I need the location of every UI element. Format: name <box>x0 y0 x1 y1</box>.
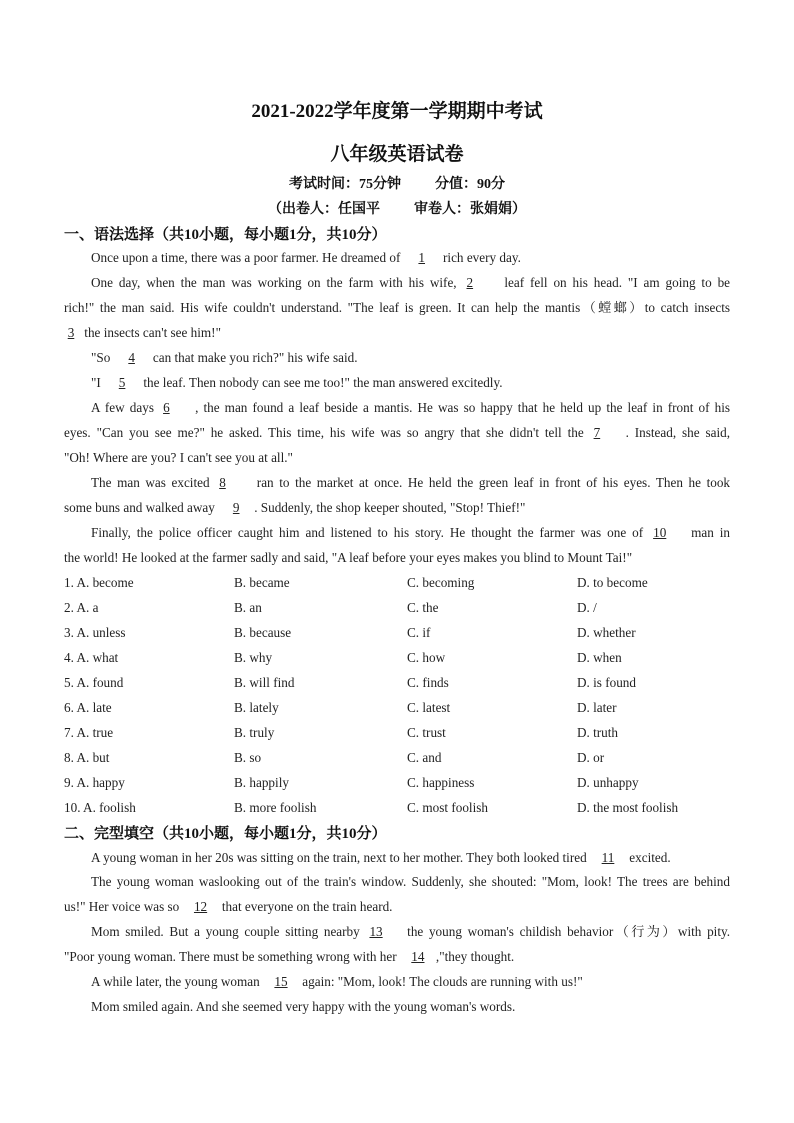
passage-line: The young woman waslooking out of the train's window. Suddenly, she shouted: "Mom, look! The trees are behind <box>91 874 730 889</box>
passage-line: Mom smiled again. And she seemed very happy with the young woman's words. <box>91 999 516 1014</box>
option-c[interactable]: C. latest <box>407 700 451 715</box>
passage-text: "So <box>91 350 111 365</box>
option-d[interactable]: D. is found <box>577 675 636 690</box>
answer-blank: 5 <box>118 375 126 390</box>
passage-line <box>64 924 730 940</box>
option-row <box>64 725 730 741</box>
option-c[interactable]: C. trust <box>407 725 446 740</box>
option-b[interactable]: B. because <box>234 625 292 640</box>
passage-text: . Suddenly, the shop keeper shouted, "Stop! Thief!" <box>254 500 526 515</box>
passage-text: Mom smiled. But a young couple sitting nearby <box>91 924 360 939</box>
option-c[interactable]: C. and <box>407 750 442 765</box>
passage-text: ,"they thought. <box>435 949 515 964</box>
option-d[interactable]: D. / <box>577 600 597 615</box>
option-c[interactable]: C. how <box>407 650 446 665</box>
exam-reviewer: 审卷人：张娟娟） <box>414 202 526 217</box>
passage-text: A while later, the young woman <box>91 974 260 989</box>
option-a[interactable]: 1. A. become <box>64 575 134 590</box>
answer-blank: 13 <box>369 924 383 939</box>
option-d[interactable]: D. the most foolish <box>577 800 679 815</box>
option-b[interactable]: B. truly <box>234 725 275 740</box>
option-b[interactable]: B. so <box>234 750 262 765</box>
option-a[interactable]: 3. A. unless <box>64 625 126 640</box>
option-c[interactable]: C. most foolish <box>407 800 488 815</box>
answer-blank: 14 <box>411 949 425 964</box>
passage-line <box>64 500 730 516</box>
answer-blank: 3 <box>67 325 75 340</box>
passage-line <box>64 850 730 866</box>
option-a[interactable]: 4. A. what <box>64 650 119 665</box>
passage-text: Once upon a time, there was a poor farmer. He dreamed of <box>91 250 401 265</box>
answer-blank: 1 <box>418 250 426 265</box>
option-row <box>64 625 730 641</box>
option-c[interactable]: C. the <box>407 600 439 615</box>
passage-line <box>64 974 730 990</box>
option-c[interactable]: C. becoming <box>407 575 475 590</box>
option-c[interactable]: C. happiness <box>407 775 475 790</box>
option-row <box>64 775 730 791</box>
option-b[interactable]: B. more foolish <box>234 800 317 815</box>
passage-line <box>64 425 730 441</box>
passage-text: , the man found a leaf beside a mantis. He was so happy that he held up the leaf in front of his <box>195 400 730 415</box>
option-b[interactable]: B. why <box>234 650 273 665</box>
passage-text: A young woman in her 20s was sitting on the train, next to her mother. They both looked tired <box>91 850 587 865</box>
passage-line <box>64 475 730 491</box>
exam-time-score <box>0 173 794 193</box>
passage-text: ran to the market at once. He held the green leaf in front of his eyes. Then he took <box>256 475 731 490</box>
exam-author: （出卷人：任国平 <box>268 202 380 217</box>
option-d[interactable]: D. whether <box>577 625 636 640</box>
passage-line <box>64 899 730 915</box>
passage-line <box>64 525 730 541</box>
answer-blank: 11 <box>601 850 615 865</box>
passage-text: some buns and walked away <box>64 500 215 515</box>
passage-text: "Poor young woman. There must be something wrong with her <box>64 949 397 964</box>
passage-text: One day, when the man was working on the farm with his wife, <box>91 275 457 290</box>
passage-line: the world! He looked at the farmer sadly and said, "A leaf before your eyes makes you blind to Mount Tai!" <box>64 550 633 565</box>
option-c[interactable]: C. finds <box>407 675 449 690</box>
passage-text: the young woman's childish behavior（行为）with pity. <box>407 924 731 939</box>
option-d[interactable]: D. later <box>577 700 617 715</box>
option-d[interactable]: D. or <box>577 750 605 765</box>
passage-text: can that make you rich?" his wife said. <box>152 350 358 365</box>
option-row <box>64 700 730 716</box>
exam-authors <box>0 198 794 218</box>
answer-blank: 4 <box>128 350 135 365</box>
passage-text: "I <box>91 375 101 390</box>
option-row <box>64 650 730 666</box>
passage-line <box>64 275 730 291</box>
option-d[interactable]: D. when <box>577 650 622 665</box>
option-a[interactable]: 6. A. late <box>64 700 112 715</box>
option-a[interactable]: 9. A. happy <box>64 775 125 790</box>
passage-text: the leaf. Then nobody can see me too!" the man answered excitedly. <box>143 375 503 390</box>
section-heading-cloze: 二、完型填空（共10小题，每小题1分，共10分） <box>64 826 387 842</box>
answer-blank: 9 <box>232 500 240 515</box>
exam-time: 考试时间：75分钟 <box>289 177 401 192</box>
passage-line <box>64 375 730 391</box>
passage-text: rich every day. <box>443 250 521 265</box>
passage-text: that everyone on the train heard. <box>221 899 393 914</box>
option-a[interactable]: 10. A. foolish <box>64 800 136 815</box>
passage-text: A few days <box>91 400 154 415</box>
passage-text: The man was excited <box>91 475 210 490</box>
exam-subtitle: 八年级英语试卷 <box>330 144 464 165</box>
option-row <box>64 750 730 766</box>
passage-text: man in <box>691 525 731 540</box>
passage-text: again: "Mom, look! The clouds are running with us!" <box>302 974 583 989</box>
exam-title: 2021-2022学年度第一学期期中考试 <box>251 101 543 122</box>
answer-blank: 15 <box>274 974 288 989</box>
passage-line <box>64 949 730 965</box>
exam-score: 分值：90分 <box>435 177 505 192</box>
passage-line <box>64 400 730 416</box>
option-d[interactable]: D. truth <box>577 725 619 740</box>
passage-line: rich!" the man said. His wife couldn't understand. "The leaf is green. It can help the mantis（螳螂）to catch insects <box>64 300 730 315</box>
passage-line <box>64 350 730 366</box>
option-b[interactable]: B. lately <box>234 700 279 715</box>
option-row <box>64 800 730 816</box>
passage-text: leaf fell on his head. "I am going to be <box>504 275 731 290</box>
passage-text: Finally, the police officer caught him and listened to his story. He thought the farmer was one of <box>91 525 644 540</box>
option-a[interactable]: 8. A. but <box>64 750 110 765</box>
passage-text: excited. <box>629 850 671 865</box>
answer-blank: 10 <box>653 525 667 540</box>
option-row <box>64 575 730 591</box>
passage-line <box>64 250 730 266</box>
answer-blank: 6 <box>163 400 170 415</box>
option-a[interactable]: 5. A. found <box>64 675 124 690</box>
passage-text: us!" Her voice was so <box>64 899 180 914</box>
passage-line: "Oh! Where are you? I can't see you at all." <box>64 450 293 465</box>
answer-blank: 8 <box>219 475 226 490</box>
option-a[interactable]: 7. A. true <box>64 725 114 740</box>
option-row <box>64 675 730 691</box>
passage-text: the insects can't see him!" <box>84 325 221 340</box>
option-a[interactable]: 2. A. a <box>64 600 99 615</box>
option-b[interactable]: B. became <box>234 575 290 590</box>
option-row <box>64 600 730 616</box>
answer-blank: 2 <box>466 275 474 290</box>
passage-text: . Instead, she said, <box>625 425 731 440</box>
answer-blank: 7 <box>593 425 601 440</box>
option-c[interactable]: C. if <box>407 625 431 640</box>
section-heading-grammar: 一、语法选择（共10小题，每小题1分，共10分） <box>64 227 387 243</box>
passage-text: eyes. "Can you see me?" he asked. This time, his wife was so angry that she didn't tell the <box>64 425 584 440</box>
option-d[interactable]: D. unhappy <box>577 775 639 790</box>
passage-line <box>64 325 730 341</box>
answer-blank: 12 <box>193 899 208 914</box>
option-b[interactable]: B. happily <box>234 775 289 790</box>
option-d[interactable]: D. to become <box>577 575 648 590</box>
option-b[interactable]: B. will find <box>234 675 295 690</box>
option-b[interactable]: B. an <box>234 600 262 615</box>
